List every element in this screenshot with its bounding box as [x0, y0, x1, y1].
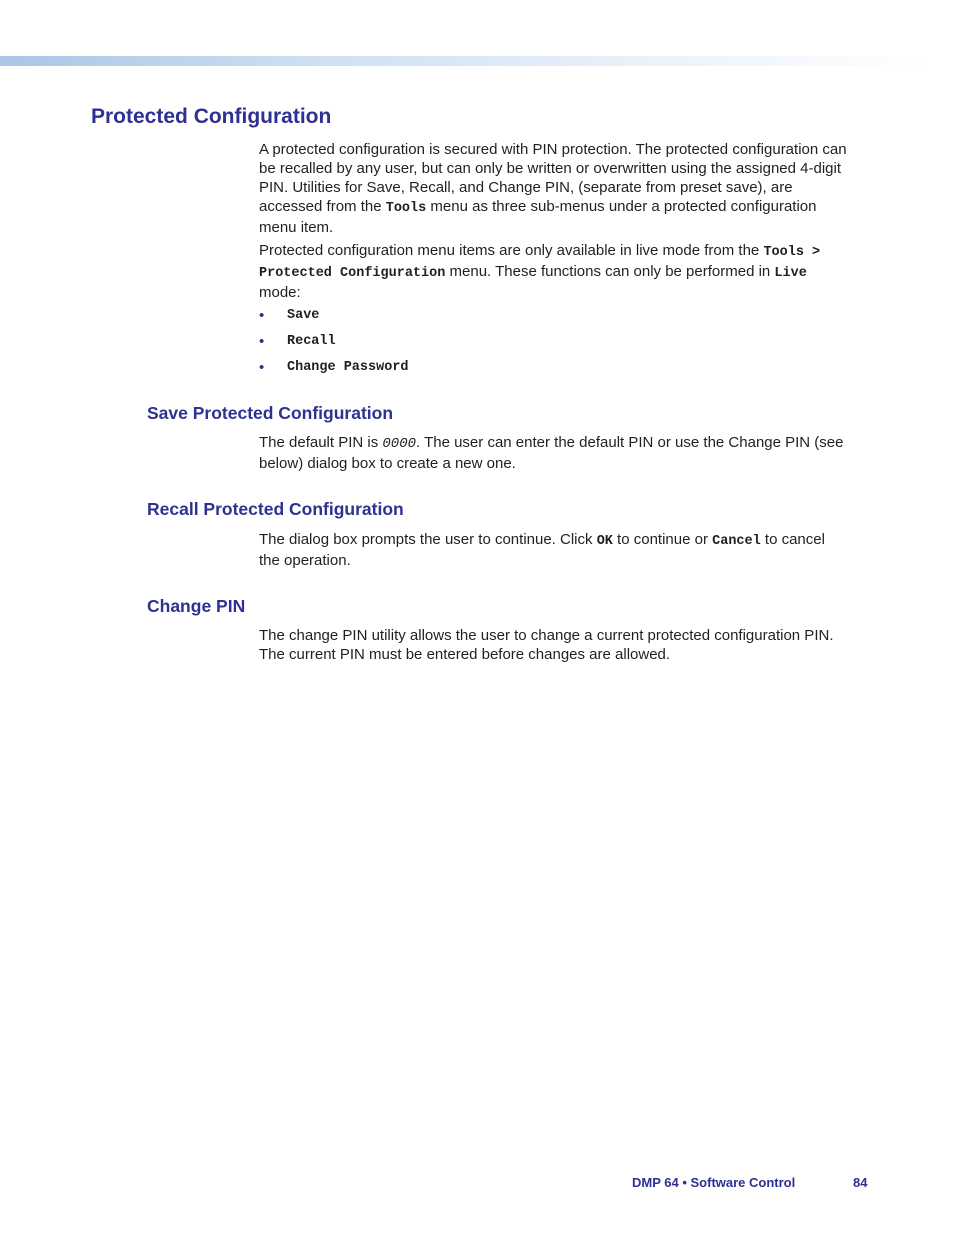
intro-text: menu. These functions can only be performed in: [445, 263, 775, 280]
recall-text: The dialog box prompts the user to continue. Click: [259, 531, 597, 548]
protected-config-menu-ref: Tools > Protected Configuration: [259, 245, 821, 281]
list-item: [259, 303, 409, 329]
footer-doc-title: DMP 64 • Software Control: [632, 1175, 796, 1190]
list-item-label: Save: [287, 308, 320, 323]
live-mode-ref: Live: [774, 266, 807, 281]
intro-text: Protected configuration menu items are only available in live mode from the: [259, 242, 764, 259]
list-item: [259, 355, 409, 381]
save-section-text: [259, 433, 849, 473]
bullet-icon: •: [259, 359, 265, 376]
cancel-ref: Cancel: [712, 534, 761, 549]
intro-text: menu as three sub-menus under a protected configuration menu item.: [259, 198, 817, 236]
tools-menu-ref: Tools: [385, 201, 427, 216]
change-pin-section-text: The change PIN utility allows the user to change a current protected configuration PIN. The current PIN must be entered before changes are allowed.: [259, 627, 834, 663]
intro-text: mode:: [259, 284, 301, 301]
recall-section-title: Recall Protected Configuration: [147, 499, 404, 519]
page-number: 84: [853, 1175, 868, 1190]
list-item-label: Change Password: [287, 360, 409, 375]
bullet-icon: •: [259, 307, 265, 324]
save-text: The default PIN is: [259, 434, 383, 451]
list-item: [259, 329, 409, 355]
header-gradient-bar: [0, 56, 930, 66]
recall-section-text: [259, 530, 849, 570]
intro-paragraph-2: [259, 241, 849, 302]
list-item-label: Recall: [287, 334, 336, 349]
intro-paragraph-1: [259, 140, 849, 237]
default-pin: 0000: [382, 436, 417, 452]
recall-text: to continue or: [612, 531, 713, 548]
save-text: . The user can enter the default PIN or use the Change PIN (see below) dialog box to create a new one.: [259, 434, 844, 472]
bullet-icon: •: [259, 333, 265, 350]
save-section-title: Save Protected Configuration: [147, 403, 394, 423]
page-title: Protected Configuration: [91, 105, 332, 128]
ok-ref: OK: [596, 534, 613, 549]
submenu-list: [259, 303, 409, 381]
intro-text: A protected configuration is secured with PIN protection. The protected configuration can be recalled by any user, but can only be written or overwritten using the assigned 4-digit PIN. Utilities for Save, Recall, and Change PIN, (separate from preset save), are accessed from the: [259, 141, 847, 215]
recall-text: to cancel the operation.: [259, 531, 825, 569]
change-pin-section-title: Change PIN: [147, 596, 246, 616]
